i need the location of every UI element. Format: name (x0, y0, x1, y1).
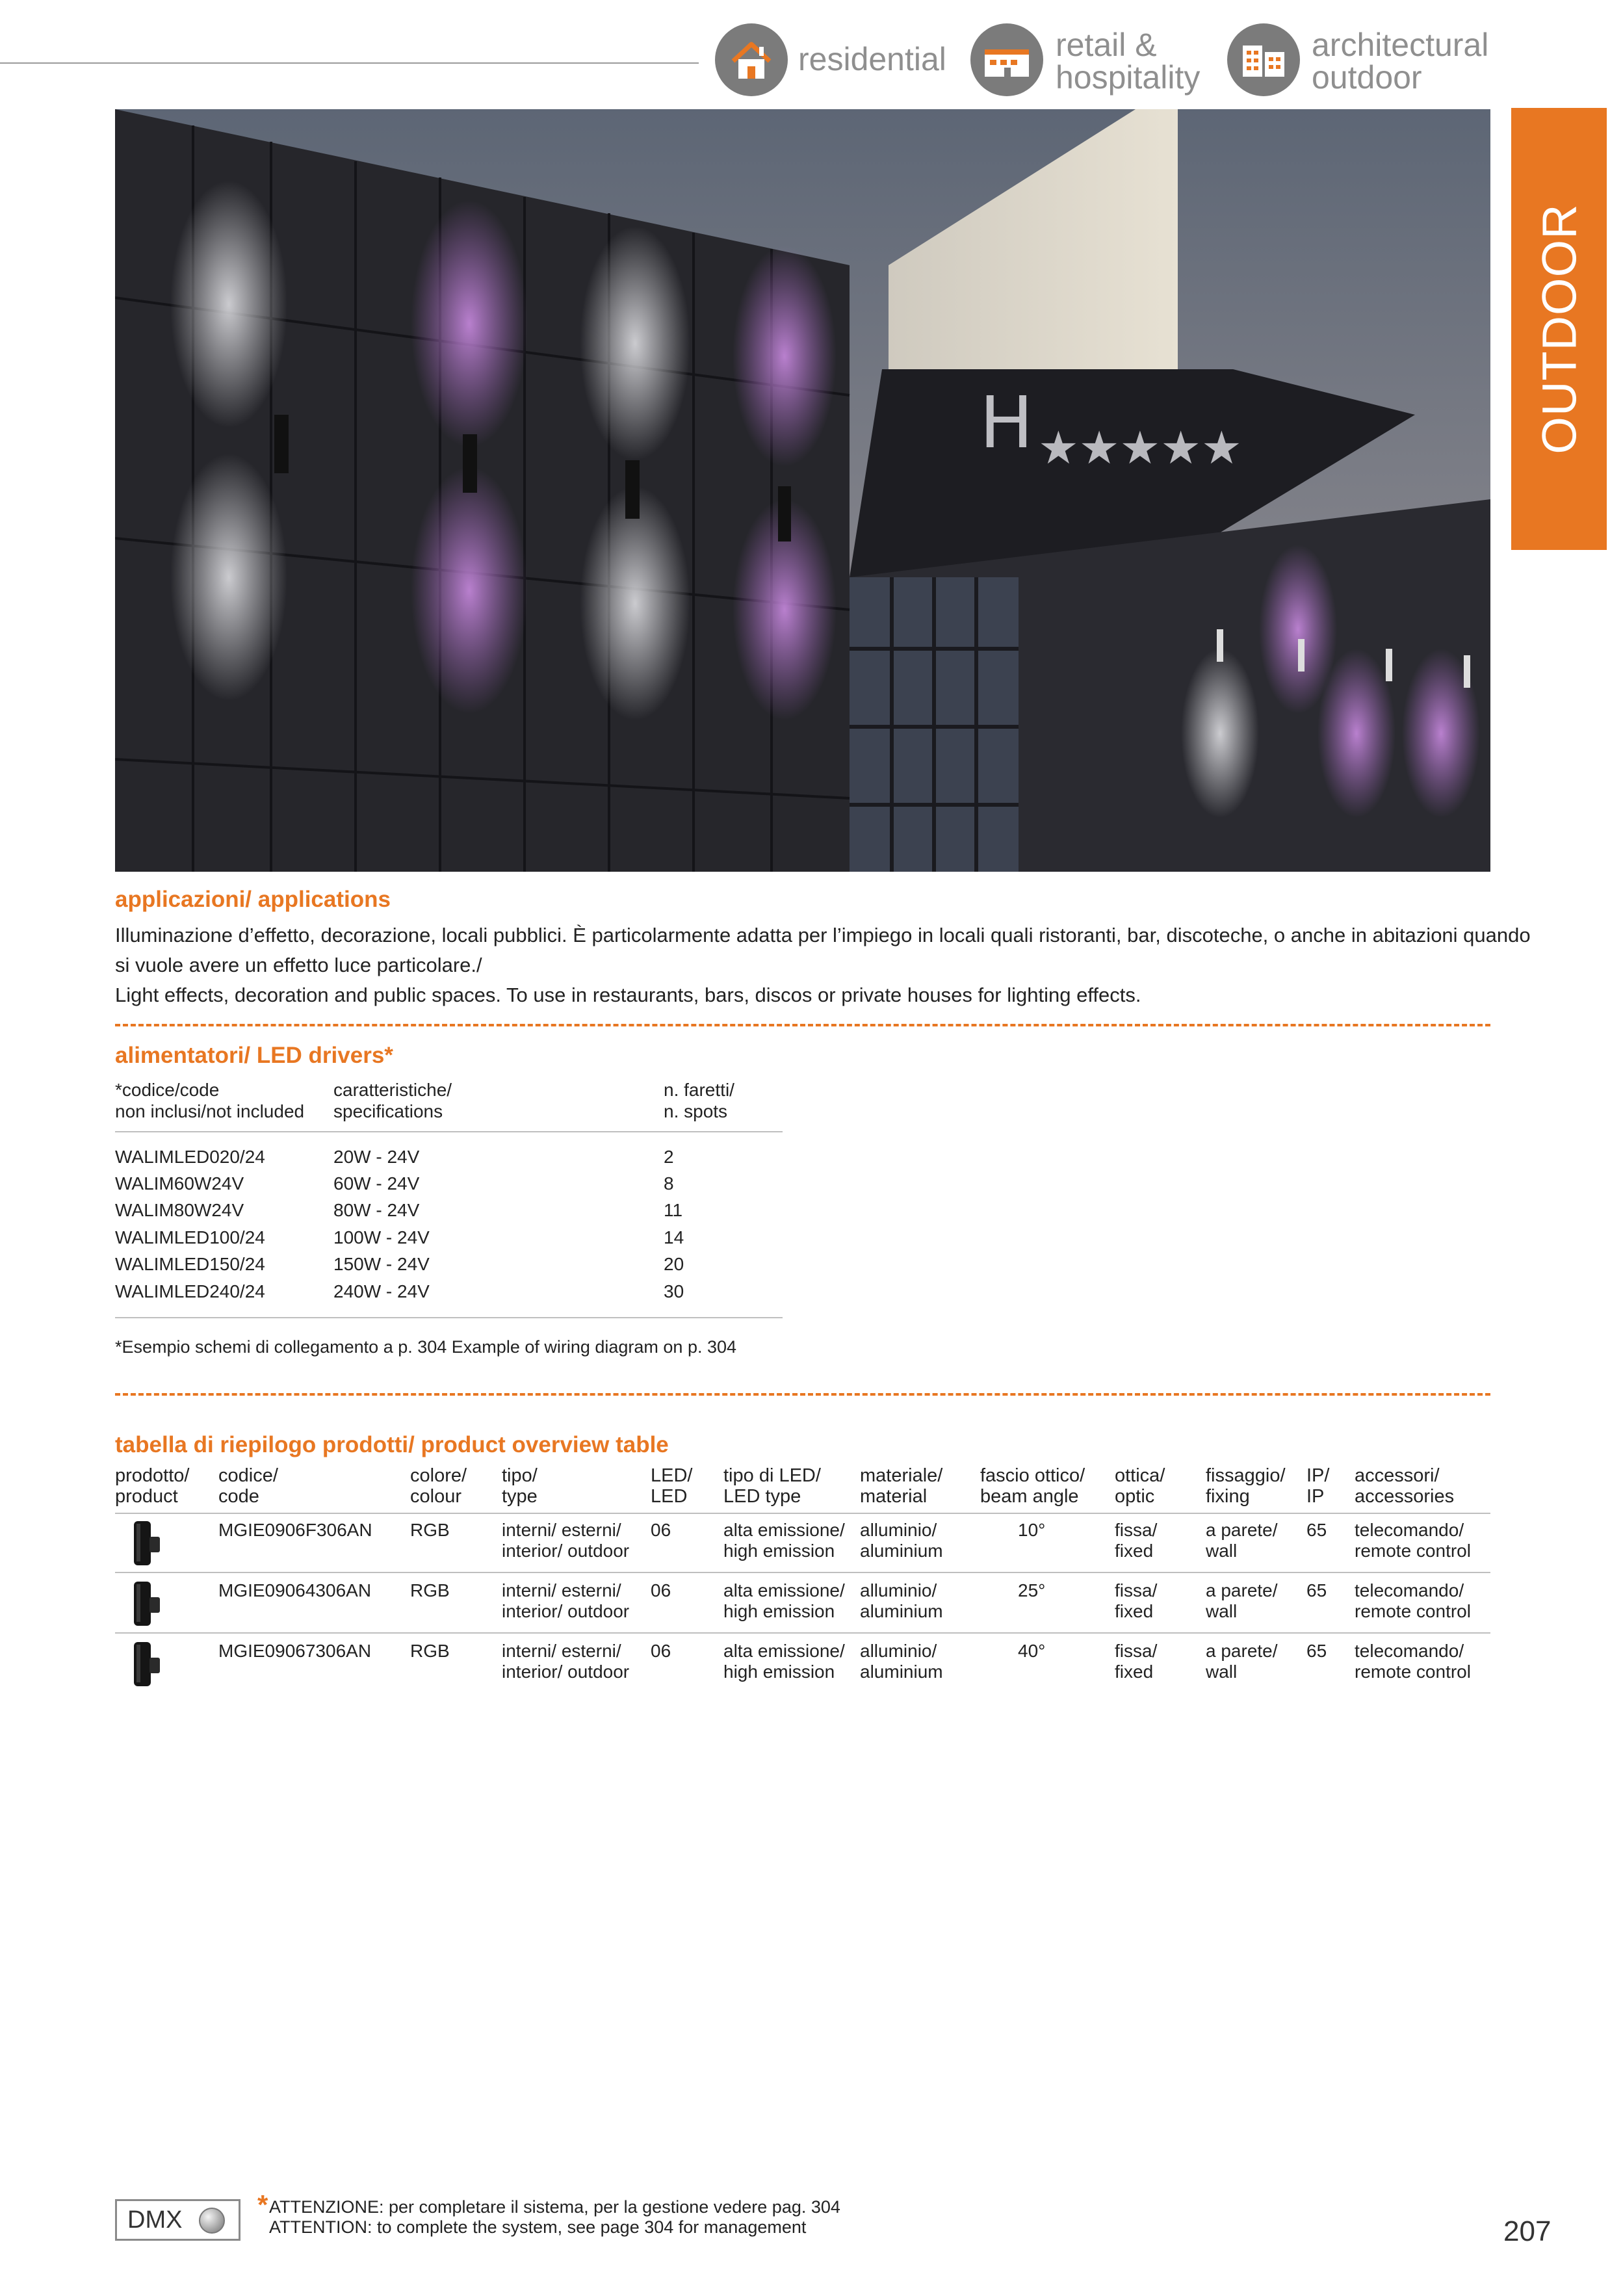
table-row-rule (115, 1572, 1490, 1573)
category-retail-label-1: retail & (1056, 27, 1157, 63)
svg-text:H: H (980, 381, 1033, 464)
row-beam: 25° (1018, 1580, 1046, 1600)
row-fixing-1: a parete/ (1206, 1520, 1278, 1540)
wall-spotlight-icon (123, 1638, 170, 1690)
attention-asterisk: * (257, 2189, 268, 2220)
category-retail-label-2: hospitality (1056, 59, 1201, 96)
row-fixing-1: a parete/ (1206, 1641, 1278, 1661)
attention-it: ATTENZIONE: per completare il sistema, per la gestione vedere pag. 304 (269, 2197, 840, 2217)
th-optic-1: ottica/ (1115, 1465, 1165, 1486)
drivers-header-rule (115, 1131, 783, 1132)
th-ip-1: IP/ (1306, 1465, 1330, 1486)
category-residential-label: residential (798, 41, 946, 77)
product-thumbnail (123, 1517, 170, 1572)
row-type-2: interior/ outdoor (502, 1662, 630, 1682)
row-optic-2: fixed (1115, 1601, 1154, 1621)
row-material-2: aluminium (860, 1662, 943, 1682)
driver-spots: 14 (664, 1227, 684, 1247)
applications-heading: applicazioni/ applications (115, 887, 391, 912)
driver-spec: 60W - 24V (333, 1173, 420, 1194)
th-ledtype-2: LED type (723, 1486, 801, 1507)
row-ledtype-1: alta emissione/ (723, 1520, 845, 1540)
drivers-footer-rule (115, 1317, 783, 1318)
row-led: 06 (651, 1580, 671, 1600)
driver-spec: 150W - 24V (333, 1254, 430, 1274)
product-thumbnail (123, 1638, 170, 1693)
driver-spec: 20W - 24V (333, 1147, 420, 1167)
row-accessories-2: remote control (1355, 1662, 1471, 1682)
th-material-1: materiale/ (860, 1465, 943, 1486)
th-colour-2: colour (410, 1486, 461, 1507)
row-led: 06 (651, 1520, 671, 1540)
driver-spots: 11 (664, 1200, 683, 1220)
architectural-category-icon (1227, 23, 1300, 96)
row-material-2: aluminium (860, 1601, 943, 1621)
th-type-2: type (502, 1486, 538, 1507)
header-rule (0, 62, 699, 64)
row-ledtype-2: high emission (723, 1662, 835, 1682)
wall-spotlight-icon (123, 1517, 170, 1569)
drivers-heading: alimentatori/ LED drivers* (115, 1043, 393, 1068)
wall-spotlight-icon (123, 1578, 170, 1630)
row-accessories-1: telecomando/ (1355, 1520, 1464, 1540)
row-optic-2: fixed (1115, 1541, 1154, 1561)
row-accessories-2: remote control (1355, 1601, 1471, 1621)
driver-spec: 240W - 24V (333, 1281, 430, 1301)
driver-code: WALIMLED020/24 (115, 1147, 265, 1167)
row-optic-1: fissa/ (1115, 1580, 1158, 1600)
page-number: 207 (1503, 2215, 1552, 2247)
th-material-2: material (860, 1486, 928, 1507)
dmx-badge (115, 2199, 240, 2241)
drivers-col-code-1: *codice/code (115, 1080, 220, 1100)
row-colour: RGB (410, 1641, 450, 1661)
row-beam: 40° (1018, 1641, 1046, 1661)
driver-code: WALIMLED150/24 (115, 1254, 265, 1274)
category-architectural-label-1: architectural (1312, 27, 1489, 63)
row-type-1: interni/ esterni/ (502, 1641, 621, 1661)
th-optic-2: optic (1115, 1486, 1155, 1507)
table-row-rule (115, 1632, 1490, 1634)
row-type-2: interior/ outdoor (502, 1601, 630, 1621)
driver-spec: 100W - 24V (333, 1227, 430, 1247)
applications-text-en: Light effects, decoration and public spaces. To use in restaurants, bars, discos or private houses for lighting effects. (115, 984, 1141, 1006)
driver-spots: 20 (664, 1254, 684, 1274)
row-code: MGIE09064306AN (218, 1580, 372, 1600)
row-material-1: alluminio/ (860, 1520, 937, 1540)
applications-text-it-2: si vuole avere un effetto luce particolare./ (115, 954, 482, 976)
row-type-1: interni/ esterni/ (502, 1520, 621, 1540)
section-divider (115, 1393, 1490, 1396)
drivers-col-spec-1: caratteristiche/ (333, 1080, 452, 1100)
row-ledtype-2: high emission (723, 1601, 835, 1621)
retail-category-icon (970, 23, 1043, 96)
driver-spots: 2 (664, 1147, 674, 1167)
row-fixing-2: wall (1206, 1601, 1238, 1621)
th-accessories-2: accessories (1355, 1486, 1455, 1507)
row-fixing-2: wall (1206, 1662, 1238, 1682)
th-led-1: LED/ (651, 1465, 693, 1486)
driver-spots: 8 (664, 1173, 674, 1194)
th-code-2: code (218, 1486, 259, 1507)
row-code: MGIE09067306AN (218, 1641, 372, 1661)
row-ip: 65 (1306, 1641, 1327, 1661)
applications-text-it-1: Illuminazione d’effetto, decorazione, locali pubblici. È particolarmente adatta per l’impiego in locali quali ristoranti, bar, discoteche, o anche in abitazioni quando (115, 924, 1531, 946)
th-product-2: product (115, 1486, 178, 1507)
row-fixing-1: a parete/ (1206, 1580, 1278, 1600)
storefront-icon (970, 23, 1043, 96)
row-accessories-1: telecomando/ (1355, 1580, 1464, 1600)
row-material-2: aluminium (860, 1541, 943, 1561)
row-type-1: interni/ esterni/ (502, 1580, 621, 1600)
row-material-1: alluminio/ (860, 1580, 937, 1600)
building-icon (1227, 23, 1300, 96)
table-header-rule (115, 1513, 1490, 1514)
drivers-col-code-2: non inclusi/not included (115, 1101, 305, 1121)
row-colour: RGB (410, 1580, 450, 1600)
attention-en: ATTENTION: to complete the system, see page 304 for management (269, 2217, 807, 2237)
hero-photo (115, 109, 1490, 872)
th-type-1: tipo/ (502, 1465, 538, 1486)
driver-spec: 80W - 24V (333, 1200, 420, 1220)
drivers-col-spec-2: specifications (333, 1101, 443, 1121)
driver-code: WALIM80W24V (115, 1200, 244, 1220)
dmx-globe-icon (198, 2206, 226, 2238)
th-beam-1: fascio ottico/ (980, 1465, 1085, 1486)
residential-category-icon (715, 23, 788, 96)
row-type-2: interior/ outdoor (502, 1541, 630, 1561)
row-ip: 65 (1306, 1580, 1327, 1600)
driver-code: WALIMLED100/24 (115, 1227, 265, 1247)
th-code-1: codice/ (218, 1465, 278, 1486)
category-architectural-label-2: outdoor (1312, 59, 1422, 96)
outdoor-side-tab (1511, 108, 1607, 550)
dmx-label: DMX (127, 2206, 183, 2234)
th-fixing-1: fissaggio/ (1206, 1465, 1286, 1486)
th-product-1: prodotto/ (115, 1465, 190, 1486)
row-optic-1: fissa/ (1115, 1520, 1158, 1540)
drivers-note: *Esempio schemi di collegamento a p. 304 Example of wiring diagram on p. 304 (115, 1337, 737, 1357)
row-optic-2: fixed (1115, 1662, 1154, 1682)
th-colour-1: colore/ (410, 1465, 467, 1486)
th-beam-2: beam angle (980, 1486, 1079, 1507)
drivers-col-spots-2: n. spots (664, 1101, 728, 1121)
row-accessories-2: remote control (1355, 1541, 1471, 1561)
row-beam: 10° (1018, 1520, 1046, 1540)
driver-spots: 30 (664, 1281, 684, 1301)
driver-code: WALIM60W24V (115, 1173, 244, 1194)
row-ip: 65 (1306, 1520, 1327, 1540)
row-material-1: alluminio/ (860, 1641, 937, 1661)
row-fixing-2: wall (1206, 1541, 1238, 1561)
th-fixing-2: fixing (1206, 1486, 1250, 1507)
hotel-facade-image (115, 109, 1490, 872)
row-colour: RGB (410, 1520, 450, 1540)
svg-text:★★★★★: ★★★★★ (1038, 421, 1242, 475)
driver-code: WALIMLED240/24 (115, 1281, 265, 1301)
row-accessories-1: telecomando/ (1355, 1641, 1464, 1661)
house-icon (715, 23, 788, 96)
row-ledtype-1: alta emissione/ (723, 1641, 845, 1661)
overview-heading: tabella di riepilogo prodotti/ product overview table (115, 1432, 669, 1457)
drivers-col-spots-1: n. faretti/ (664, 1080, 734, 1100)
product-thumbnail (123, 1578, 170, 1633)
th-ip-2: IP (1306, 1486, 1325, 1507)
section-divider (115, 1024, 1490, 1026)
row-optic-1: fissa/ (1115, 1641, 1158, 1661)
th-ledtype-1: tipo di LED/ (723, 1465, 821, 1486)
th-led-2: LED (651, 1486, 688, 1507)
outdoor-tab-label: OUTDOOR (1532, 203, 1586, 454)
row-code: MGIE0906F306AN (218, 1520, 372, 1540)
row-led: 06 (651, 1641, 671, 1661)
row-ledtype-2: high emission (723, 1541, 835, 1561)
th-accessories-1: accessori/ (1355, 1465, 1440, 1486)
row-ledtype-1: alta emissione/ (723, 1580, 845, 1600)
